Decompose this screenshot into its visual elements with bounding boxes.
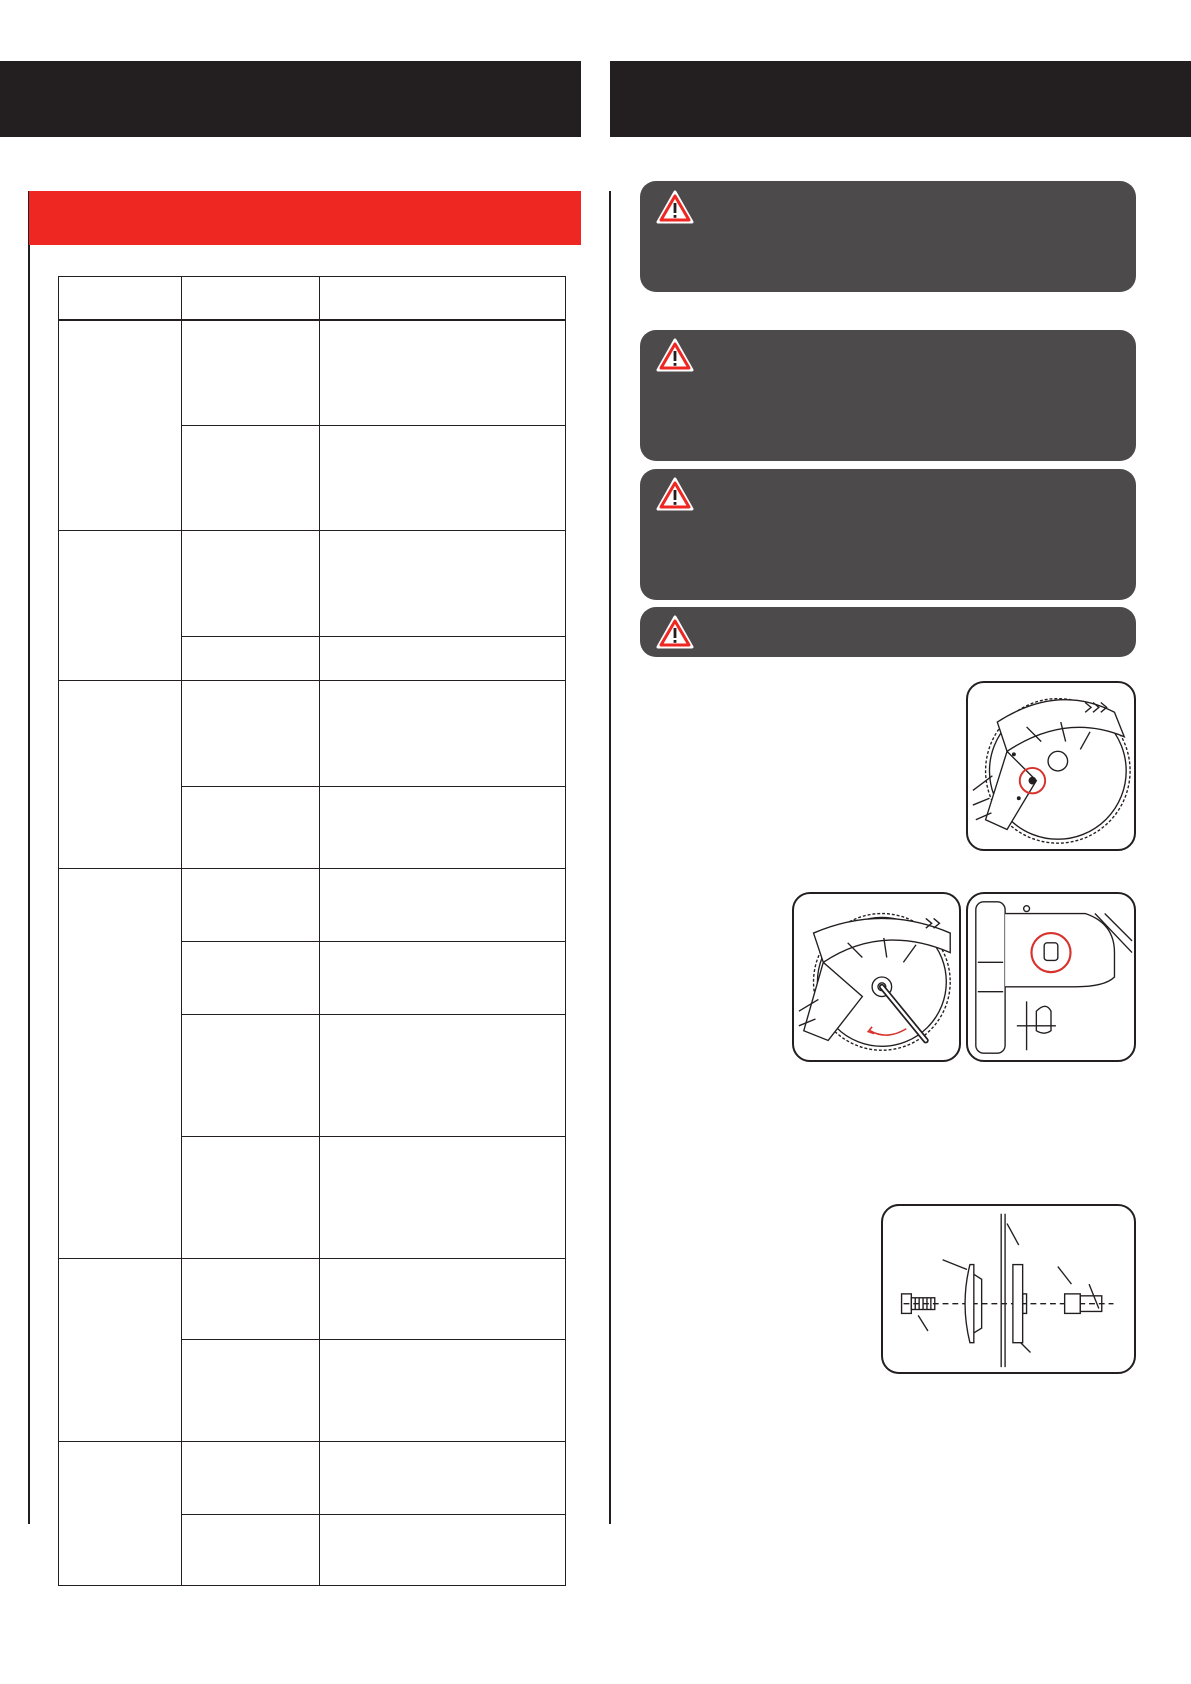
table-row-divider	[181, 636, 565, 637]
table-row-divider	[181, 1014, 565, 1015]
table-row-divider	[181, 786, 565, 787]
blade-wrench-figure	[792, 892, 961, 1062]
table-column-divider	[319, 277, 320, 1585]
warning-triangle-icon	[656, 615, 694, 649]
table-row-divider	[181, 1136, 565, 1137]
warning-triangle-icon	[656, 190, 694, 224]
warning-box	[640, 469, 1136, 600]
right-page-header	[610, 61, 1191, 137]
spindle-lock-figure	[966, 892, 1136, 1062]
miter-saw-blade-illustration	[968, 683, 1134, 849]
troubleshooting-banner	[29, 191, 581, 245]
table-group-divider	[59, 530, 565, 531]
blade-flange-bolt-diagram	[883, 1206, 1134, 1372]
table-group-divider	[59, 1258, 565, 1259]
table-column-divider	[181, 277, 182, 1585]
warning-box	[640, 607, 1136, 657]
table-group-divider	[59, 680, 565, 681]
spindle-lock-illustration	[968, 894, 1134, 1060]
table-row-divider	[181, 1514, 565, 1515]
left-column-rule	[28, 191, 30, 1524]
blade-assembly-exploded-figure	[881, 1204, 1136, 1374]
wrench-on-blade-illustration	[794, 894, 959, 1060]
warning-triangle-icon	[656, 338, 694, 372]
warning-box	[640, 181, 1136, 292]
table-header-divider	[59, 319, 565, 321]
blade-guard-screw-figure	[966, 681, 1136, 851]
table-row-divider	[181, 425, 565, 426]
table-row-divider	[181, 1339, 565, 1340]
right-column-rule	[609, 191, 611, 1524]
warning-triangle-icon	[656, 477, 694, 511]
table-row-divider	[181, 941, 565, 942]
troubleshooting-table	[58, 276, 566, 1586]
left-page-header	[0, 61, 581, 137]
warning-box	[640, 330, 1136, 461]
table-group-divider	[59, 1441, 565, 1442]
table-group-divider	[59, 868, 565, 869]
